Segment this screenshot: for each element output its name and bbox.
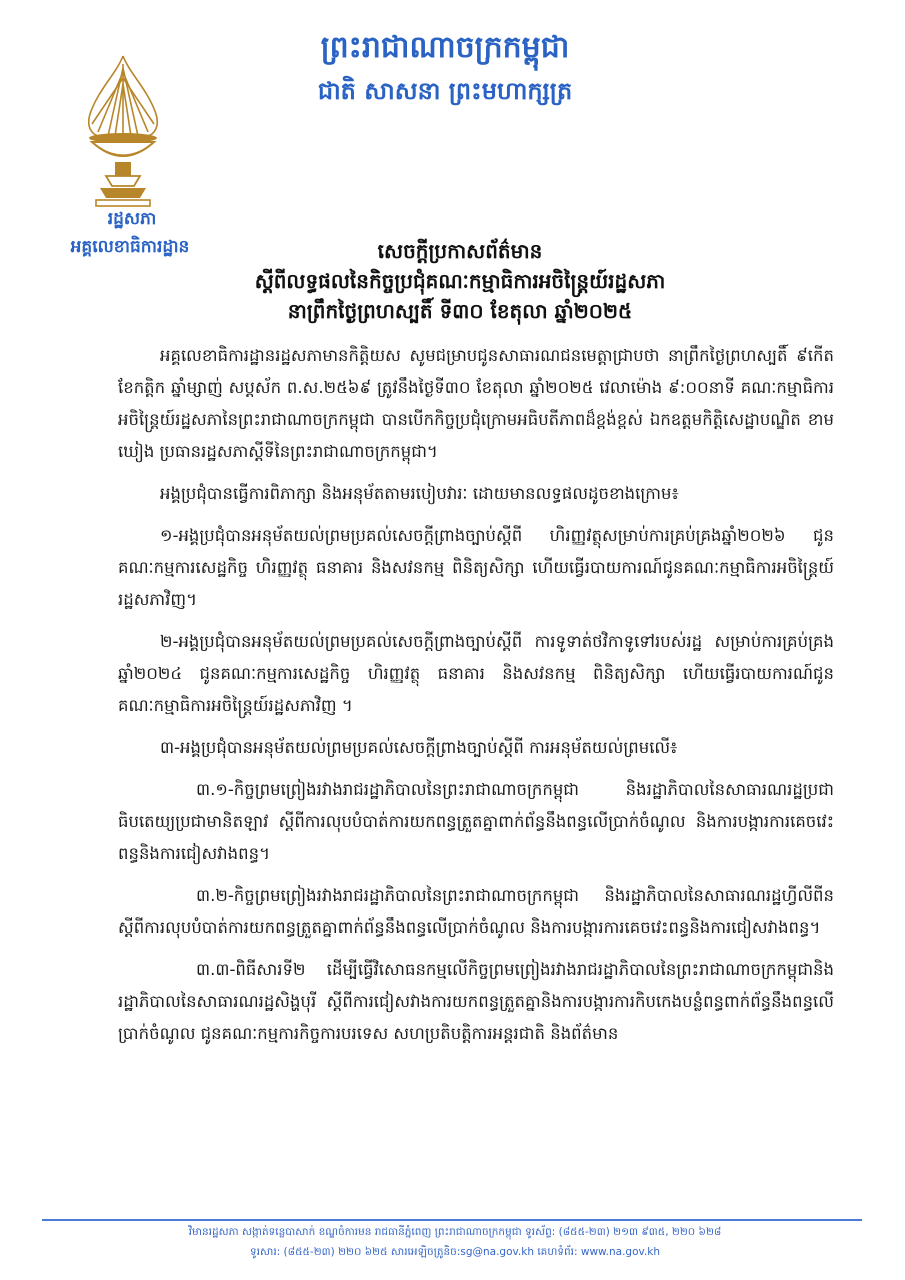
org-name-assembly: រដ្ឋសភា xyxy=(107,209,157,229)
footer-contact: ទូរសារ: (៨៥៥-២៣) ២២០ ៦២៥ សារអេឡិចត្រូនិច:sg@na.gov.kh គេហទំព័រ: www.na.gov.kh xyxy=(250,1246,660,1258)
national-motto: ជាតិ សាសនា ព្រះមហាក្សត្រ xyxy=(317,77,573,105)
royal-emblem-icon xyxy=(68,52,178,212)
document-title: សេចក្តីប្រកាសព័ត៌មាន xyxy=(377,239,543,263)
intro-paragraph: អគ្គលេខាធិការដ្ឋានរដ្ឋសភាមានកិត្តិយស សូមជម្រាបជូនសាធារណជនមេត្តាជ្រាបថា នាព្រឹកថ្ងៃព្រហស្បតិ៍ ៩កើត ខែកត្តិក ឆ្នាំម្សាញ់ សប្តស័ក ព.ស.២៥៦៩ ត្រូវនឹងថ្ងៃទី៣០ ខែតុលា ឆ្នាំ២០២៥ វេលាម៉ោង ៩:០០នាទី គណៈកម្មាធិការអចិន្ត្រៃយ៍រដ្ឋសភានៃព្រះរាជាណាចក្រកម្ពុជា បានបើកកិច្ចប្រជុំក្រោមអធិបតីភាពដ៏ខ្ពង់ខ្ពស់ ឯកឧត្តមកិត្តិសេដ្ឋាបណ្ឌិត ខាម ឃៀង ប្រធានរដ្ឋសភាស្តីទីនៃព្រះរាជាណាចក្រកម្ពុជា។ xyxy=(118,346,834,461)
document-date-line: នាព្រឹកថ្ងៃព្រហស្បតិ៍ ទី៣០ ខែតុលា ឆ្នាំ២០២៥ xyxy=(287,299,633,323)
document-subtitle: ស្តីពីលទ្ធផលនៃកិច្ចប្រជុំគណៈកម្មាធិការអចិន្ត្រៃយ៍រដ្ឋសភា xyxy=(254,269,666,293)
agenda-item-3-2: ៣.២-កិច្ចព្រមព្រៀងរវាងរាជរដ្ឋាភិបាលនៃព្រះរាជាណាចក្រកម្ពុជា និងរដ្ឋាភិបាលនៃសាធារណរដ្ឋហ្វីលីពីនស្តីពីការលុបបំបាត់ការយកពន្ធត្រួតគ្នាពាក់ព័ន្ធនឹងពន្ធលើប្រាក់ចំណូល និងការបង្ការការគេចវេះពន្ធនិងការជៀសវាងពន្ធ។ xyxy=(118,886,834,937)
agenda-item-3-1: ៣.១-កិច្ចព្រមព្រៀងរវាងរាជរដ្ឋាភិបាលនៃព្រះរាជាណាចក្រកម្ពុជា និងរដ្ឋាភិបាលនៃសាធារណរដ្ឋប្រជាធិបតេយ្យប្រជាមានិតឡាវ ស្តីពីការលុបបំបាត់ការយកពន្ធត្រួតគ្នាពាក់ព័ន្ធនឹងពន្ធលើប្រាក់ចំណូល និងការបង្ការការគេចវេះពន្ធនិងការជៀសវាងពន្ធ។ xyxy=(118,780,834,863)
kingdom-title: ព្រះរាជាណាចក្រកម្ពុជា xyxy=(320,30,570,65)
org-name-secretariat: អគ្គលេខាធិការដ្ឋាន xyxy=(70,237,190,257)
agenda-item-3: ៣-អង្គប្រជុំបានអនុម័តយល់ព្រមប្រគល់សេចក្តីព្រាងច្បាប់ស្តីពី ការអនុម័តយល់ព្រមលើ៖ xyxy=(160,738,678,757)
footer-divider xyxy=(42,1219,862,1221)
footer-address: វិមានរដ្ឋសភា សង្កាត់ទន្លេបាសាក់ ខណ្ឌចំការមន រាជធានីភ្នំពេញ ព្រះរាជាណាចក្រកម្ពុជា ទូរស័ព្ទ: (៨៥៥-២៣) ២១៣ ៩៣៥, ២២០ ៦២៨ xyxy=(188,1226,722,1238)
agenda-item-1: ១-អង្គប្រជុំបានអនុម័តយល់ព្រមប្រគល់សេចក្តីព្រាងច្បាប់ស្តីពី ហិរញ្ញវត្ថុសម្រាប់ការគ្រប់គ្រងឆ្នាំ២០២៦ ជូនគណៈកម្មការសេដ្ឋកិច្ច ហិរញ្ញវត្ថុ ធនាគារ និងសវនកម្ម ពិនិត្យសិក្សា ហើយធ្វើរបាយការណ៍ជូនគណៈកម្មាធិការអចិន្ត្រៃយ៍រដ្ឋសភាវិញ។ xyxy=(118,526,834,609)
agenda-intro-paragraph: អង្គប្រជុំបានធ្វើការពិភាក្សា និងអនុម័តតាមរបៀបវារៈ ដោយមានលទ្ធផលដូចខាងក្រោម៖ xyxy=(160,484,679,503)
agenda-item-2: ២-អង្គប្រជុំបានអនុម័តយល់ព្រមប្រគល់សេចក្តីព្រាងច្បាប់ស្តីពី ការទូទាត់ថវិកាទូទៅរបស់រដ្ឋ សម្រាប់ការគ្រប់គ្រងឆ្នាំ២០២៤ ជូនគណៈកម្មការសេដ្ឋកិច្ច ហិរញ្ញវត្ថុ ធនាគារ និងសវនកម្ម ពិនិត្យសិក្សា ហើយធ្វើរបាយការណ៍ជូនគណៈកម្មាធិការអចិន្ត្រៃយ៍រដ្ឋសភាវិញ ។ xyxy=(118,632,834,715)
document-body xyxy=(118,340,834,1060)
agenda-item-3-3: ៣.៣-ពិធីសារទី២ ដើម្បីធ្វើវិសោធនកម្មលើកិច្ចព្រមព្រៀងរវាងរាជរដ្ឋាភិបាលនៃព្រះរាជាណាចក្រកម្ពុជានិងរដ្ឋាភិបាលនៃសាធារណរដ្ឋសិង្ហបុរី ស្តីពីការជៀសវាងការយកពន្ធត្រួតគ្នានិងការបង្ការការកិបកេងបន្លំពន្ធពាក់ព័ន្ធនឹងពន្ធលើប្រាក់ចំណូល ជូនគណៈកម្មការកិច្ចការបរទេស សហប្រតិបត្តិការអន្តរជាតិ និងព័ត៌មាន xyxy=(118,960,834,1043)
